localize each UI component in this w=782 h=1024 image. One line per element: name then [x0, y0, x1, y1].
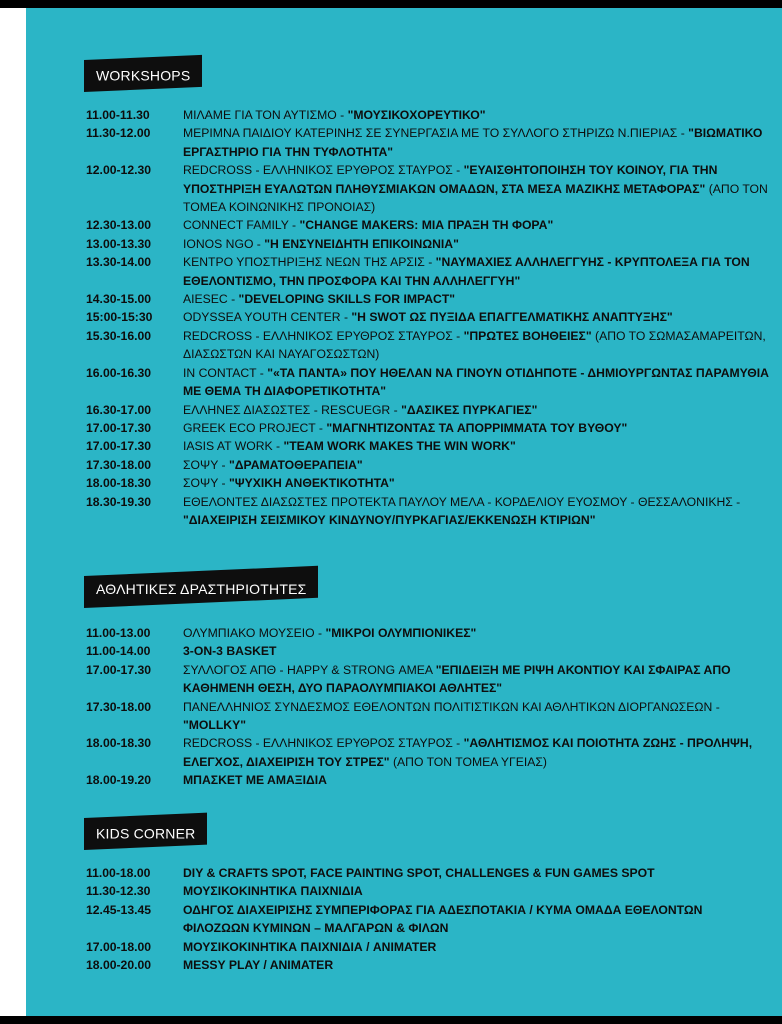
activity-title: "DEVELOPING SKILLS FOR IMPACT" — [238, 292, 456, 307]
schedule-row — [86, 419, 772, 437]
schedule-row — [86, 624, 772, 642]
activity-description — [183, 456, 772, 474]
time-slot: 12.45-13.45 — [86, 902, 152, 917]
schedule-row — [86, 642, 772, 660]
activity-title: "ΜΟΥΣΙΚΟΧΟΡΕΥΤΙΚΟ" — [347, 108, 486, 122]
activity-description — [183, 401, 772, 419]
time-slot: 15.30-16.00 — [86, 328, 152, 343]
activity-org: ΜΕΡΙΜΝΑ ΠΑΙΔΙΟΥ ΚΑΤΕΡΙΝΗΣ ΣΕ ΣΥΝΕΡΓΑΣΙΑ ΜΕ ΤΟ ΣΥΛΛΟΓΟ ΣΤΗΡΙΖΩ Ν.ΠΙΕΡΙΑΣ - — [183, 126, 689, 141]
schedule-row — [86, 938, 772, 956]
schedule-row — [86, 734, 772, 771]
sports-list — [86, 624, 772, 790]
workshops-heading: WORKSHOPS — [84, 55, 202, 92]
activity-title: "MOLLKY" — [183, 718, 247, 733]
activity-description — [183, 161, 772, 216]
activity-org: IASIS AT WORK - — [183, 439, 284, 454]
activity-org: ΚΕΝΤΡΟ ΥΠΟΣΤΗΡΙΞΗΣ ΝΕΩΝ ΤΗΣ ΑΡΣΙΣ - — [183, 255, 436, 270]
time-slot: 14.30-15.00 — [86, 292, 152, 307]
activity-org: ΕΘΕΛΟΝΤΕΣ ΔΙΑΣΩΣΤΕΣ ΠΡΟΤΕΚΤΑ ΠΑΥΛΟΥ ΜΕΛΑ - ΚΟΡΔΕΛΙΟΥ ΕΥΟΣΜΟΥ - ΘΕΣΣΑΛΟΝΙΚΗΣ - — [183, 494, 741, 509]
activity-description — [183, 290, 772, 308]
schedule-row — [86, 882, 772, 900]
time-slot: 17.00-17.30 — [86, 662, 152, 677]
activity-title: ΜΟΥΣΙΚΟΚΙΝΗΤΙΚΑ ΠΑΙΧΝΙΔΙΑ / ANIMATER — [183, 939, 437, 954]
activity-description — [183, 106, 772, 124]
activity-description — [183, 253, 772, 290]
activity-title: 3-ON-3 BASKET — [183, 644, 277, 659]
time-slot: 18.00-18.30 — [86, 736, 152, 751]
activity-title: ΜΠΑΣΚΕΤ ΜΕ ΑΜΑΞΙΔΙΑ — [183, 773, 327, 788]
activity-title: "ΔΙΑΧΕΙΡΙΣΗ ΣΕΙΣΜΙΚΟΥ ΚΙΝΔΥΝΟΥ/ΠΥΡΚΑΓΙΑΣ/ΕΚΚΕΝΩΣΗ ΚΤΙΡΙΩΝ" — [183, 512, 596, 527]
activity-description — [183, 327, 772, 364]
time-slot: 15:00-15:30 — [86, 310, 153, 325]
activity-note: (ΑΠΟ ΤΟΝ ΤΟΜΕΑ ΚΟΙΝΩΝΙΚΗΣ ΠΡΟΝΟΙΑΣ) — [183, 181, 768, 215]
time-slot: 11.00-14.00 — [86, 644, 151, 659]
activity-description — [183, 308, 772, 326]
activity-title: "ΨΥΧΙΚΗ ΑΝΘΕΚΤΙΚΟΤΗΤΑ" — [228, 476, 395, 491]
activity-org: ΣΥΛΛΟΓΟΣ ΑΠΘ - HAPPY & STRONG ΑΜΕΑ — [183, 662, 436, 677]
activity-org: REDCROSS - ΕΛΛΗΝΙΚΟΣ ΕΡΥΘΡΟΣ ΣΤΑΥΡΟΣ - — [183, 328, 464, 343]
activity-org: ΣΟΨΥ - — [183, 476, 229, 491]
activity-description — [183, 734, 772, 771]
time-slot: 17.00-18.00 — [86, 939, 152, 954]
activity-title: "ΝΑΥΜΑΧΙΕΣ ΑΛΛΗΛΕΓΓΥΗΣ - ΚΡΥΠΤΟΛΕΞΑ ΓΙΑ ΤΟΝ ΕΘΕΛΟΝΤΙΣΜΟ, ΤΗΝ ΠΡΟΣΦΟΡΑ ΚΑΙ ΤΗΝ ΑΛΛΗΛΕΓΓΥΗ" — [183, 255, 750, 288]
schedule-row — [86, 106, 772, 124]
activity-description — [183, 864, 772, 882]
activity-title: "ΜΑΓΝΗΤΙΖΟΝΤΑΣ ΤΑ ΑΠΟΡΡΙΜΜΑΤΑ ΤΟΥ ΒΥΘΟΥ" — [326, 420, 628, 435]
activity-description — [183, 938, 772, 956]
activity-title: ΟΔΗΓΟΣ ΔΙΑΧΕΙΡΙΣΗΣ ΣΥΜΠΕΡΙΦΟΡΑΣ ΓΙΑ ΑΔΕΣΠΟΤΑΚΙΑ / ΚΥΜΑ ΟΜΑΔΑ ΕΘΕΛΟΝΤΩΝ ΦΙΛΟΖΩΩΝ ΚΥΜΙΝΩΝ – ΜΑΛΓΑΡΩΝ & ΦΙΛΩΝ — [183, 902, 703, 936]
schedule-row — [86, 401, 772, 419]
time-slot: 18.00-19.20 — [86, 773, 152, 788]
activity-description — [183, 235, 772, 253]
activity-note: (ΑΠΟ ΤΟ ΣΩΜΑΣΑΜΑΡΕΙΤΩΝ, ΔΙΑΣΩΣΤΩΝ ΚΑΙ ΝΑΥΑΓΟΣΩΣΤΩΝ) — [183, 328, 766, 362]
time-slot: 18.00-20.00 — [86, 958, 152, 973]
activity-org: GREEK ECO PROJECT - — [183, 420, 327, 435]
schedule-row — [86, 124, 772, 161]
activity-org: REDCROSS - ΕΛΛΗΝΙΚΟΣ ΕΡΥΘΡΟΣ ΣΤΑΥΡΟΣ - — [183, 736, 464, 751]
time-slot: 13.00-13.30 — [86, 236, 152, 251]
activity-org: ΕΛΛΗΝΕΣ ΔΙΑΣΩΣΤΕΣ - RESCUEGR - — [183, 402, 402, 417]
schedule-row — [86, 161, 772, 216]
activity-title: "«ΤΑ ΠΑΝΤΑ» ΠΟΥ ΗΘΕΛΑΝ ΝΑ ΓΙΝΟΥΝ ΟΤΙΔΗΠΟΤΕ - ΔΗΜΙΟΥΡΓΩΝΤΑΣ ΠΑΡΑΜΥΘΙΑ ΜΕ ΘΕΜΑ ΤΗ ΔΙΑΦΟΡΕΤΙΚΟΤΗΤΑ" — [183, 365, 769, 399]
activity-title: "ΜΙΚΡΟΙ ΟΛΥΜΠΙΟΝΙΚΕΣ" — [325, 626, 477, 640]
activity-description — [183, 364, 772, 401]
kids-list — [86, 864, 772, 974]
activity-description — [183, 419, 772, 437]
activity-title: "CHANGE MAKERS: ΜΙΑ ΠΡΑΞΗ ΤΗ ΦΟΡΑ" — [299, 218, 554, 233]
time-slot: 16.30-17.00 — [86, 402, 152, 417]
schedule-row — [86, 956, 772, 974]
schedule-row — [86, 771, 772, 789]
schedule-row — [86, 493, 772, 530]
schedule-row — [86, 864, 772, 882]
time-slot: 17.30-18.00 — [86, 699, 152, 714]
schedule-row — [86, 661, 772, 698]
activity-org: ΠΑΝΕΛΛΗΝΙΟΣ ΣΥΝΔΕΣΜΟΣ ΕΘΕΛΟΝΤΩΝ ΠΟΛΙΤΙΣΤΙΚΩΝ ΚΑΙ ΑΘΛΗΤΙΚΩΝ ΔΙΟΡΓΑΝΩΣΕΩΝ - — [183, 699, 720, 714]
time-slot: 17.00-17.30 — [86, 439, 152, 454]
activity-org: ODYSSEA YOUTH CENTER - — [183, 310, 352, 325]
activity-description — [183, 882, 772, 900]
activity-description — [183, 901, 772, 938]
schedule-row — [86, 698, 772, 735]
left-margin — [0, 0, 26, 1024]
workshops-list — [86, 106, 772, 529]
time-slot: 11.00-18.00 — [86, 866, 151, 880]
time-slot: 17.00-17.30 — [86, 420, 152, 435]
time-slot: 16.00-16.30 — [86, 365, 152, 380]
schedule-row — [86, 253, 772, 290]
time-slot: 11.00-11.30 — [86, 108, 150, 122]
activity-description — [183, 437, 772, 455]
schedule-row — [86, 456, 772, 474]
schedule-row — [86, 216, 772, 234]
time-slot: 17.30-18.00 — [86, 457, 152, 472]
schedule-row — [86, 308, 772, 326]
schedule-row — [86, 235, 772, 253]
activity-org: REDCROSS - ΕΛΛΗΝΙΚΟΣ ΕΡΥΘΡΟΣ ΣΤΑΥΡΟΣ - — [183, 163, 464, 178]
activity-title: DIY & CRAFTS SPOT, FACE PAINTING SPOT, CHALLENGES & FUN GAMES SPOT — [183, 866, 655, 880]
activity-description — [183, 642, 772, 660]
schedule-row — [86, 290, 772, 308]
activity-title: "Η SWOT ΩΣ ΠΥΞΙΔΑ ΕΠΑΓΓΕΛΜΑΤΙΚΗΣ ΑΝΑΠΤΥΞΗΣ" — [351, 310, 673, 325]
kids-heading: KIDS CORNER — [84, 813, 207, 850]
activity-title: "ΔΡΑΜΑΤΟΘΕΡΑΠΕΙΑ" — [228, 457, 363, 472]
activity-title: MESSY PLAY / ANIMATER — [183, 958, 334, 973]
activity-title: ΜΟΥΣΙΚΟΚΙΝΗΤΙΚΑ ΠΑΙΧΝΙΔΙΑ — [183, 884, 363, 899]
time-slot: 11.30-12.30 — [86, 884, 151, 899]
time-slot: 12.00-12.30 — [86, 163, 152, 178]
activity-description — [183, 661, 772, 698]
schedule-row — [86, 474, 772, 492]
activity-org: IONOS NGO - — [183, 236, 265, 251]
activity-title: "ΔΑΣΙΚΕΣ ΠΥΡΚΑΓΙΕΣ" — [401, 402, 538, 417]
activity-org: ΣΟΨΥ - — [183, 457, 229, 472]
schedule-row — [86, 327, 772, 364]
activity-org: ΟΛΥΜΠΙΑΚΟ ΜΟΥΣΕΙΟ - — [183, 626, 326, 640]
activity-description — [183, 698, 772, 735]
activity-description — [183, 624, 772, 642]
activity-org: ΜΙΛΑΜΕ ΓΙΑ ΤΟΝ ΑΥΤΙΣΜΟ - — [183, 108, 348, 122]
activity-title: "ΕΠΙΔΕΙΞΗ ΜΕ ΡΙΨΗ ΑΚΟΝΤΙΟΥ ΚΑΙ ΣΦΑΙΡΑΣ ΑΠΟ ΚΑΘΗΜΕΝΗ ΘΕΣΗ, ΔΥΟ ΠΑΡΑΟΛΥΜΠΙΑΚΟΙ ΑΘΛΗΤΕΣ" — [183, 662, 731, 696]
program-page — [26, 8, 782, 1016]
activity-title: "ΒΙΩΜΑΤΙΚΟ ΕΡΓΑΣΤΗΡΙΟ ΓΙΑ ΤΗΝ ΤΥΦΛΟΤΗΤΑ" — [183, 126, 763, 159]
activity-description — [183, 474, 772, 492]
schedule-row — [86, 437, 772, 455]
time-slot: 18.30-19.30 — [86, 494, 152, 509]
activity-description — [183, 771, 772, 789]
time-slot: 11.00-13.00 — [86, 626, 151, 640]
sports-heading: ΑΘΛΗΤΙΚΕΣ ΔΡΑΣΤΗΡΙΟΤΗΤΕΣ — [84, 566, 318, 608]
activity-description — [183, 124, 772, 161]
activity-org: AIESEC - — [183, 292, 239, 307]
top-border — [0, 0, 782, 8]
time-slot: 12.30-13.00 — [86, 218, 152, 233]
activity-title: "ΠΡΩΤΕΣ ΒΟΗΘΕΙΕΣ" — [463, 328, 592, 343]
activity-title: "ΕΥΑΙΣΘΗΤΟΠΟΙΗΣΗ ΤΟΥ ΚΟΙΝΟΥ, ΓΙΑ ΤΗΝ ΥΠΟΣΤΗΡΙΞΗ ΕΥΑΛΩΤΩΝ ΠΛΗΘΥΣΜΙΑΚΩΝ ΟΜΑΔΩΝ, ΣΤΑ ΜΕΣΑ ΜΑΖΙΚΗΣ ΜΕΤΑΦΟΡΑΣ" — [183, 163, 718, 196]
time-slot: 18.00-18.30 — [86, 476, 152, 491]
schedule-row — [86, 901, 772, 938]
activity-note: (ΑΠΟ ΤΟΝ ΤΟΜΕΑ ΥΓΕΙΑΣ) — [389, 754, 547, 769]
activity-title: "Η ΕΝΣΥΝΕΙΔΗΤΗ ΕΠΙΚΟΙΝΩΝΙΑ" — [264, 236, 459, 251]
activity-org: CONNECT FAMILY - — [183, 218, 300, 233]
time-slot: 13.30-14.00 — [86, 255, 152, 270]
activity-title: "TEAM WORK MAKES THE WIN WORK" — [283, 439, 516, 454]
time-slot: 11.30-12.00 — [86, 126, 151, 141]
activity-description — [183, 493, 772, 530]
schedule-row — [86, 364, 772, 401]
bottom-border — [0, 1016, 782, 1024]
activity-description — [183, 956, 772, 974]
activity-org: IN CONTACT - — [183, 365, 268, 380]
activity-description — [183, 216, 772, 234]
activity-title: "ΑΘΛΗΤΙΣΜΟΣ ΚΑΙ ΠΟΙΟΤΗΤΑ ΖΩΗΣ - ΠΡΟΛΗΨΗ, ΕΛΕΓΧΟΣ, ΔΙΑΧΕΙΡΙΣΗ ΤΟΥ ΣΤΡΕΣ" — [183, 736, 753, 769]
